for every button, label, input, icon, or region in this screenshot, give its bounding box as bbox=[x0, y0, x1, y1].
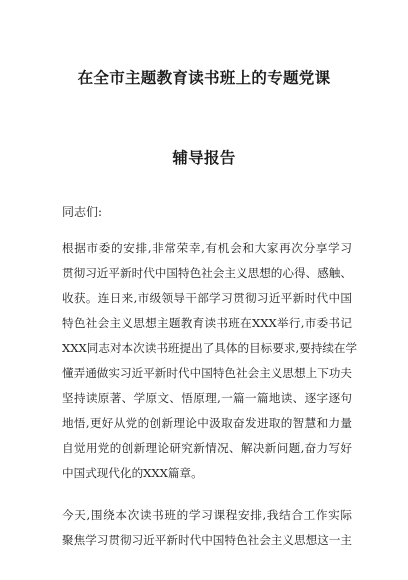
paragraph-2 bbox=[62, 503, 352, 553]
paragraph-line: 特色社会主义思想主题教育读书班在XXX举行,市委书记 bbox=[62, 316, 352, 330]
paragraph-line: XXX同志对本次读书班提出了具体的目标要求,要持续在学 bbox=[62, 341, 358, 355]
paragraph-line: 聚焦学习贯彻习近平新时代中国特色社会主义思想这一主 bbox=[62, 533, 352, 547]
paragraph-line: 懂弄通做实习近平新时代中国特色社会主义思想上下功夫 bbox=[62, 366, 352, 380]
document-title-line-1: 在全市主题教育读书班上的专题党课 bbox=[77, 69, 331, 87]
paragraph-line: 今天,围绕本次读书班的学习课程安排,我结合工作实际 bbox=[62, 508, 352, 522]
paragraph-1 bbox=[62, 236, 358, 486]
paragraph-line: 根据市委的安排,非常荣幸,有机会和大家再次分享学习 bbox=[62, 241, 352, 255]
paragraph-line: 贯彻习近平新时代中国特色社会主义思想的心得、感触、 bbox=[62, 266, 352, 280]
salutation: 同志们: bbox=[62, 205, 103, 219]
paragraph-line: 坚持读原著、学原文、悟原理,一篇一篇地读、逐字逐句 bbox=[62, 391, 352, 405]
document-title-line-2: 辅导报告 bbox=[172, 149, 236, 167]
paragraph-line: 中国式现代化的XXX篇章。 bbox=[62, 466, 203, 480]
paragraph-line: 收获。连日来,市级领导干部学习贯彻习近平新时代中国 bbox=[62, 291, 352, 305]
paragraph-line: 地悟,更好从党的创新理论中汲取奋发进取的智慧和力量 bbox=[62, 416, 352, 430]
paragraph-line: 自觉用党的创新理论研究新情况、解决新问题,奋力写好 bbox=[62, 441, 352, 455]
